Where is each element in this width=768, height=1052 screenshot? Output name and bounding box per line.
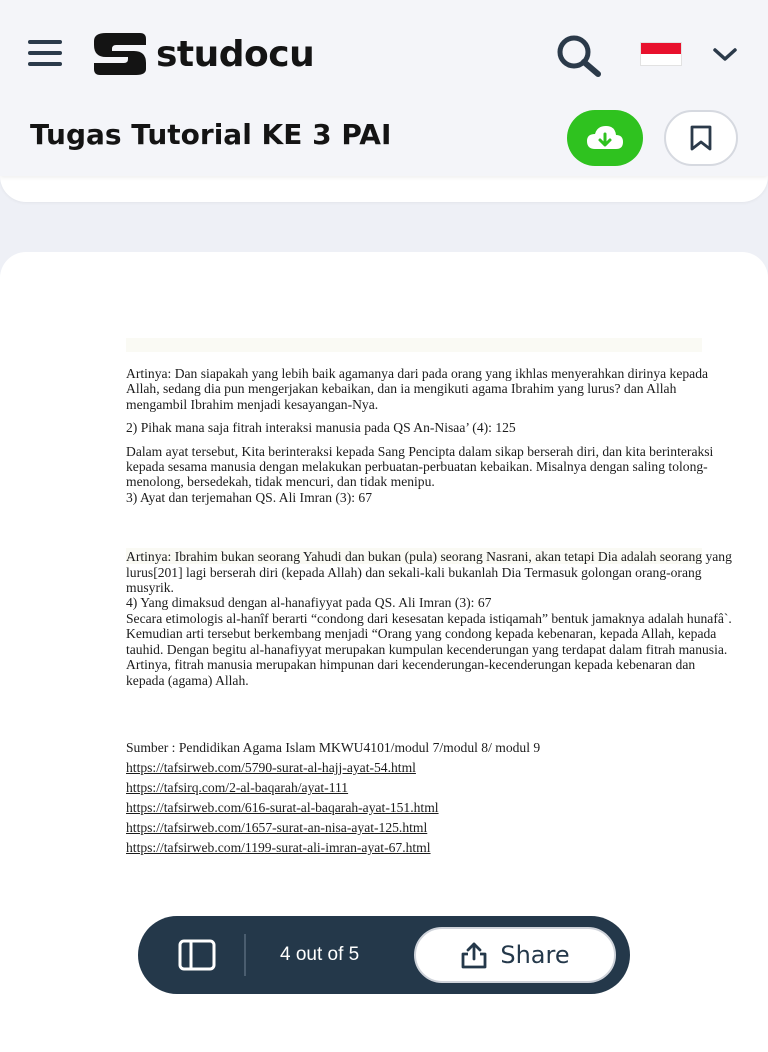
bottom-toolbar [138,916,630,994]
sidebar-panel-icon[interactable] [178,939,216,971]
share-label: Share [500,941,570,969]
document-title: Tugas Tutorial KE 3 PAI [30,118,392,151]
page-indicator: 4 out of 5 [280,944,360,965]
document-content[interactable] [126,340,732,858]
paragraph-translation-1: Artinya: Dan siapakah yang lebih baik agamanya dari pada orang yang ikhlas menyerahkan dirinya kepada Allah, sedang dia pun mengerjakan kebaikan, dan ia mengikuti agama Ibrahim yang lurus? dan Allah mengambil Ibrahim menjadi kesayangan-Nya. [126,366,709,412]
search-icon[interactable] [552,34,604,78]
studocu-logo[interactable] [92,30,314,78]
share-icon [460,941,488,969]
source-line: Sumber : Pendidikan Agama Islam MKWU4101/modul 7/modul 8/ modul 9 [126,739,541,755]
studocu-logo-icon [92,31,148,77]
source-link[interactable]: https://tafsirweb.com/5790-surat-al-hajj-ayat-54.html [126,759,416,775]
source-link[interactable]: https://tafsirweb.com/1657-surat-an-nisa-ayat-125.html [126,819,428,835]
paragraph-translation-3: Artinya: Ibrahim bukan seorang Yahudi dan bukan (pula) seorang Nasrani, akan tetapi Dia adalah seorang yang lurus[201] lagi berserah diri (kepada Allah) dan sekali-kali bukanlah Dia Termasuk golongan orang-orang musyrik. [126,549,732,596]
download-button[interactable] [567,110,643,166]
question-3: 3) Ayat dan terjemahan QS. Ali Imran (3): 67 [126,489,373,505]
cloud-download-icon [585,123,625,153]
source-link[interactable]: https://tafsirweb.com/616-surat-al-baqarah-ayat-151.html [126,799,439,815]
source-link[interactable]: https://tafsirq.com/2-al-baqarah/ayat-111 [126,779,349,795]
question-4: 4) Yang dimaksud dengan al-hanafiyyat pada QS. Ali Imran (3): 67 [126,595,492,611]
bookmark-button[interactable] [664,110,738,166]
share-button[interactable] [414,927,616,983]
bookmark-icon [688,124,714,152]
logo-text: studocu [156,33,315,75]
paragraph-answer-2: Dalam ayat tersebut, Kita berinteraksi kepada Sang Pencipta dalam sikap berserah diri, dan kita berinteraksi kepada sesama manusia dengan melakukan perbuatan-perbuatan kebaikan. Misalnya dengan saling tolong-menolong, bersedekah, tidak mencuri, dan tidak menipu. [126,443,714,490]
indonesia-flag-icon[interactable] [640,42,682,66]
toolbar-divider [244,934,246,976]
hamburger-menu-icon[interactable] [28,40,64,68]
question-2: 2) Pihak mana saja fitrah interaksi manusia pada QS An-Nisaa’ (4): 125 [126,420,516,436]
chevron-down-icon[interactable] [710,42,740,66]
paragraph-answer-4: Secara etimologis al-hanîf berarti “condong dari kesesatan kepada istiqamah” bentuk jamaknya adalah hunafâˋ. Kemudian arti tersebut berkembang menjadi “Orang yang condong kepada kebenaran, kepada Allah, kepada tauhid. Dengan begitu al-hanafiyyat merupakan kumpulan kecenderungan yang terdapat dalam fitrah manusia. Artinya, fitrah manusia merupakan himpunan dari kecenderungan-kecenderungan kepada kebenaran dan kepada (agama) Allah. [126,610,732,688]
top-bar [0,0,768,176]
source-link[interactable]: https://tafsirweb.com/1199-surat-ali-imran-ayat-67.html [126,839,431,855]
